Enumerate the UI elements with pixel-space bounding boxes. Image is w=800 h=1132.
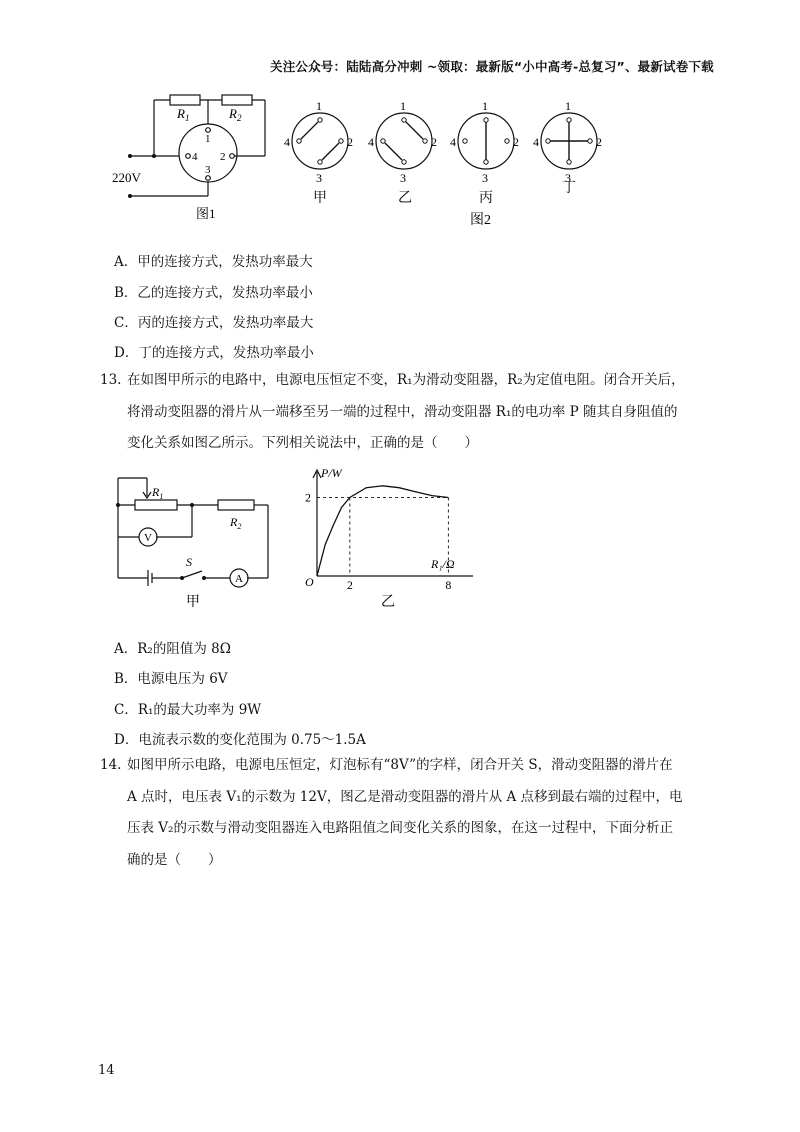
figure-1-circuit [110,90,280,225]
svg-text:2: 2 [513,135,519,149]
svg-text:3: 3 [400,171,406,185]
voltage-label: 220V [112,170,141,185]
question-line: 压表 V₂的示数与滑动变阻器连入电路阻值之间变化关系的图象，在这一过程中，下面分析正 [127,820,673,836]
chart-caption: 乙 [381,595,395,610]
panel-yi [368,99,437,206]
origin-label: O [305,575,314,589]
svg-text:3: 3 [316,171,322,185]
svg-text:3: 3 [565,171,571,185]
panel-label-bing: 丙 [479,191,493,206]
panel-bing [450,99,519,206]
svg-text:4: 4 [284,135,290,149]
q13-option-d[interactable]: D．电流表示数的变化范围为 0.75～1.5A [114,732,366,748]
figure-2-caption: 图2 [470,213,491,228]
q13-circuit [110,470,280,610]
panel-label-ding: 丁 [562,181,576,196]
question-number: 14. [100,757,122,773]
question-line: 在如图甲所示的电路中，电源电压恒定不变，R₁为滑动变阻器，R₂为定值电阻。闭合开关后， [127,372,685,388]
panel-label-yi: 乙 [398,191,412,206]
question-14 [100,750,710,876]
question-13 [100,365,710,460]
circuit-r1-label: $R_1$ [152,485,164,501]
panel-ding [533,99,602,196]
question-line: 确的是（ ） [127,851,222,868]
terminal-1: 1 [205,133,211,145]
svg-text:1: 1 [482,99,488,113]
q12-option-b[interactable]: B．乙的连接方式，发热功率最小 [114,285,313,301]
circuit-caption: 甲 [186,595,200,610]
question-number: 13. [100,372,122,388]
question-line: 变化关系如图乙所示。下列相关说法中，正确的是（ ） [127,435,478,451]
circuit-r2-label: $R_2$ [230,515,242,531]
svg-text:4: 4 [368,135,374,149]
figure-1-caption: 图1 [196,206,216,221]
svg-text:1: 1 [565,99,571,113]
switch-label: S [186,555,192,569]
figure-2-panels [280,96,610,228]
question-line: A 点时，电压表 V₁的示数为 12V，图乙是滑动变阻器的滑片从 A 点移到最右端的过程中，电 [127,788,683,805]
svg-text:2: 2 [596,135,602,149]
svg-text:1: 1 [316,99,322,113]
power-curve [317,486,448,576]
panel-label-jia: 甲 [313,191,327,206]
page-number: 14 [98,1063,115,1078]
q12-option-d[interactable]: D．丁的连接方式，发热功率最小 [114,345,314,361]
question-line: 将滑动变阻器的滑片从一端移至另一端的过程中，滑动变阻器 R₁的电功率 P 随其自身阻值的 [127,403,678,420]
x-tick-2: 2 [346,578,353,592]
x-axis-label: R₁/Ω [431,557,455,571]
q12-option-a[interactable]: A．甲的连接方式，发热功率最大 [114,254,313,270]
r2-label: $R_2$ [229,106,242,123]
terminal-4: 4 [192,151,198,163]
q13-option-c[interactable]: C．R₁的最大功率为 9W [114,702,262,718]
svg-text:2: 2 [431,135,437,149]
voltmeter-label: V [144,532,152,544]
svg-text:4: 4 [533,135,539,149]
q13-option-b[interactable]: B．电源电压为 6V [114,671,228,687]
svg-text:1: 1 [400,99,406,113]
svg-text:4: 4 [450,135,456,149]
q13-power-chart [295,460,485,610]
x-tick-8: 8 [445,578,452,592]
q13-option-a[interactable]: A．R₂的阻值为 8Ω [114,641,231,657]
question-line: 如图甲所示电路，电源电压恒定，灯泡标有“8V”的字样，闭合开关 S，滑动变阻器的滑片在 [127,757,673,773]
panel-jia [284,99,353,206]
terminal-2: 2 [220,151,226,163]
ammeter-label: A [235,573,243,585]
svg-text:3: 3 [482,171,488,185]
q12-option-c[interactable]: C．丙的连接方式，发热功率最大 [114,315,314,331]
y-axis-label: P/W [321,466,342,480]
terminal-3: 3 [205,164,211,176]
svg-text:2: 2 [347,135,353,149]
y-tick-2: 2 [305,490,311,505]
r1-label: $R_1$ [177,106,190,123]
page-header: 关注公众号：陆陆高分冲刺 ~领取：最新版“小中高考-总复习”、最新试卷下载 [270,59,714,74]
